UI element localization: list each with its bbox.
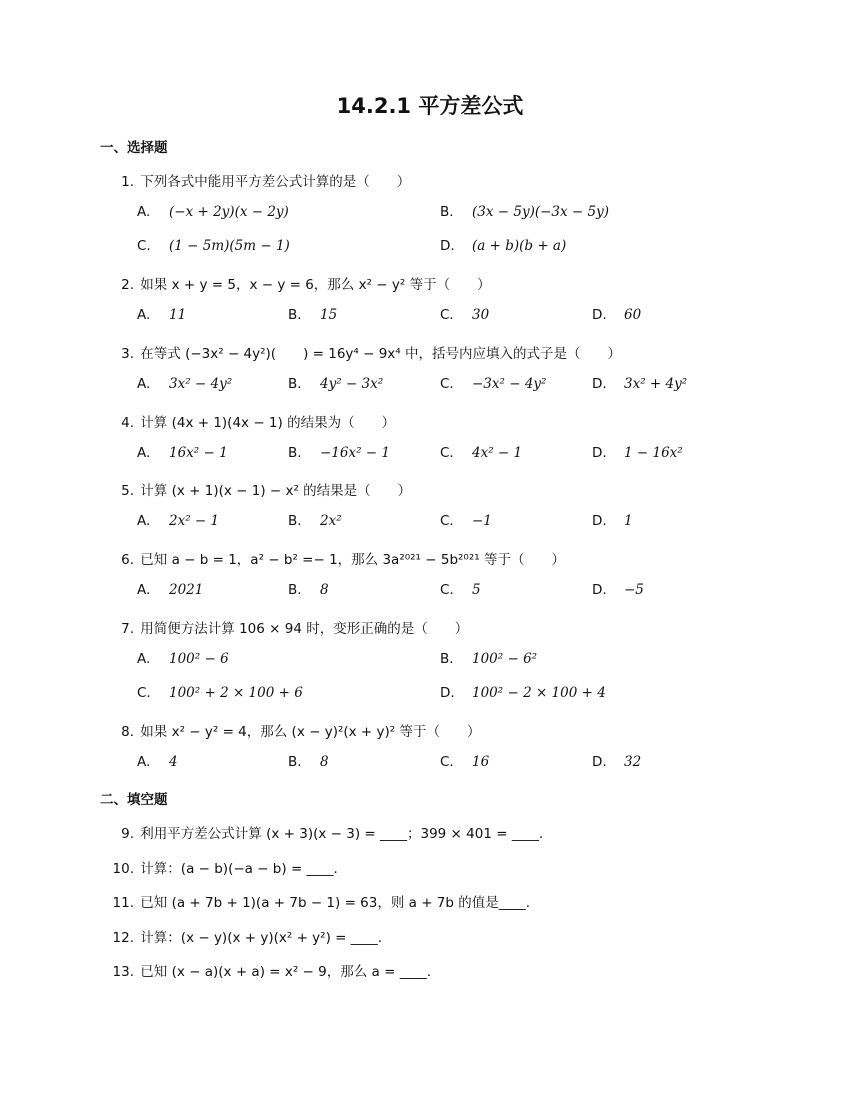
option-value: 8	[320, 754, 329, 770]
question-number: 12.	[112, 930, 134, 946]
question-text: 在等式 (−3x² − 4y²)( ) = 16y⁴ − 9x⁴ 中，括号内应填入的式子是（ ）	[140, 346, 621, 362]
question-number: 13.	[112, 964, 134, 980]
option-d	[592, 376, 687, 392]
option-b	[440, 204, 609, 220]
option-value: 4x² − 1	[472, 445, 523, 461]
option-label: A.	[137, 307, 151, 323]
option-c	[440, 445, 522, 461]
option-value: 2x² − 1	[169, 513, 220, 529]
question-number: 4.	[121, 415, 134, 431]
question-text: 已知 (x − a)(x + a) = x² − 9，那么 a = ____.	[140, 964, 431, 980]
option-label: C.	[440, 307, 454, 323]
option-label: A.	[137, 204, 151, 220]
option-d	[592, 513, 633, 529]
option-b	[440, 651, 537, 667]
option-label: B.	[288, 754, 302, 770]
option-c	[440, 582, 481, 598]
option-label: D.	[592, 513, 607, 529]
section-heading-choice: 一、选择题	[100, 140, 168, 156]
question-7	[110, 617, 468, 637]
option-value: 16	[472, 754, 490, 770]
option-label: D.	[440, 685, 455, 701]
option-value: 60	[624, 307, 642, 323]
option-value: 30	[472, 307, 490, 323]
option-value: 1 − 16x²	[624, 445, 683, 461]
option-a	[137, 513, 219, 529]
option-label: A.	[137, 754, 151, 770]
question-number: 3.	[121, 346, 134, 362]
option-label: A.	[137, 582, 151, 598]
question-text: 如果 x² − y² = 4，那么 (x − y)²(x + y)² 等于（ ）	[140, 724, 481, 740]
option-value: −3x² − 4y²	[472, 376, 547, 392]
question-1	[110, 170, 410, 190]
option-c	[137, 685, 303, 701]
option-b	[288, 513, 342, 529]
option-label: B.	[440, 651, 454, 667]
option-value: 32	[624, 754, 642, 770]
question-text: 计算：(a − b)(−a − b) = ____.	[140, 861, 338, 877]
option-b	[288, 754, 329, 770]
option-value: (1 − 5m)(5m − 1)	[169, 238, 290, 254]
option-value: (−x + 2y)(x − 2y)	[169, 204, 289, 220]
option-value: 15	[320, 307, 338, 323]
option-label: C.	[137, 238, 151, 254]
option-value: 100² − 6	[169, 651, 229, 667]
question-number: 10.	[112, 861, 134, 877]
option-value: −5	[624, 582, 644, 598]
option-label: C.	[137, 685, 151, 701]
question-2	[110, 273, 491, 293]
option-label: B.	[288, 513, 302, 529]
option-d	[592, 582, 644, 598]
option-value: (a + b)(b + a)	[472, 238, 567, 254]
option-value: 3x² + 4y²	[624, 376, 688, 392]
question-number: 7.	[121, 621, 134, 637]
option-b	[288, 376, 383, 392]
option-label: A.	[137, 513, 151, 529]
option-label: C.	[440, 445, 454, 461]
option-label: D.	[592, 582, 607, 598]
option-value: 4y² − 3x²	[320, 376, 384, 392]
question-text: 计算 (x + 1)(x − 1) − x² 的结果是（ ）	[140, 483, 412, 499]
question-6	[110, 548, 565, 568]
question-number: 6.	[121, 552, 134, 568]
question-text: 计算：(x − y)(x + y)(x² + y²) = ____.	[140, 930, 383, 946]
option-value: 4	[169, 754, 178, 770]
question-3	[110, 342, 621, 362]
option-b	[288, 445, 390, 461]
question-10	[110, 857, 338, 877]
option-a	[137, 445, 228, 461]
option-d	[592, 307, 641, 323]
option-c	[137, 238, 290, 254]
question-text: 用简便方法计算 106 × 94 时，变形正确的是（ ）	[140, 621, 469, 637]
option-value: 5	[472, 582, 481, 598]
option-label: C.	[440, 513, 454, 529]
option-d	[440, 238, 566, 254]
option-label: B.	[440, 204, 454, 220]
question-number: 9.	[121, 826, 134, 842]
option-value: 2021	[169, 582, 204, 598]
option-value: 16x² − 1	[169, 445, 228, 461]
option-b	[288, 582, 329, 598]
option-c	[440, 513, 492, 529]
option-a	[137, 376, 232, 392]
option-label: B.	[288, 376, 302, 392]
option-value: (3x − 5y)(−3x − 5y)	[472, 204, 610, 220]
section-heading-fill: 二、填空题	[100, 792, 168, 808]
option-a	[137, 651, 229, 667]
option-value: −1	[472, 513, 492, 529]
question-9	[110, 822, 543, 842]
question-12	[110, 926, 382, 946]
option-c	[440, 754, 489, 770]
option-d	[440, 685, 606, 701]
question-text: 利用平方差公式计算 (x + 3)(x − 3) = ____；399 × 401 = ____.	[140, 826, 544, 842]
page-title: 14.2.1 平方差公式	[336, 94, 524, 118]
option-a	[137, 204, 289, 220]
option-label: A.	[137, 445, 151, 461]
option-value: 8	[320, 582, 329, 598]
option-a	[137, 754, 178, 770]
question-text: 已知 a − b = 1，a² − b² =− 1，那么 3a²⁰²¹ − 5b²⁰²¹ 等于（ ）	[140, 552, 565, 568]
question-number: 11.	[112, 895, 134, 911]
option-label: C.	[440, 582, 454, 598]
option-b	[288, 307, 337, 323]
option-value: 100² − 6²	[472, 651, 538, 667]
option-label: B.	[288, 307, 302, 323]
option-a	[137, 582, 203, 598]
option-label: C.	[440, 376, 454, 392]
question-text: 如果 x + y = 5，x − y = 6，那么 x² − y² 等于（ ）	[140, 277, 491, 293]
option-value: 2x²	[320, 513, 342, 529]
question-number: 5.	[121, 483, 134, 499]
option-label: D.	[592, 307, 607, 323]
option-label: A.	[137, 376, 151, 392]
question-5	[110, 479, 411, 499]
option-label: C.	[440, 754, 454, 770]
question-number: 2.	[121, 277, 134, 293]
question-number: 1.	[121, 174, 134, 190]
option-d	[592, 445, 683, 461]
option-label: D.	[592, 445, 607, 461]
option-value: 11	[169, 307, 187, 323]
option-value: 100² + 2 × 100 + 6	[169, 685, 303, 701]
option-label: D.	[440, 238, 455, 254]
option-a	[137, 307, 186, 323]
option-c	[440, 307, 489, 323]
question-number: 8.	[121, 724, 134, 740]
option-label: D.	[592, 754, 607, 770]
option-value: 3x² − 4y²	[169, 376, 233, 392]
option-c	[440, 376, 546, 392]
question-11	[110, 891, 530, 911]
option-d	[592, 754, 641, 770]
question-4	[110, 411, 395, 431]
option-label: A.	[137, 651, 151, 667]
question-13	[110, 960, 431, 980]
option-label: B.	[288, 582, 302, 598]
question-text: 已知 (a + 7b + 1)(a + 7b − 1) = 63，则 a + 7b 的值是____.	[140, 895, 531, 911]
option-value: −16x² − 1	[320, 445, 390, 461]
option-label: D.	[592, 376, 607, 392]
question-text: 计算 (4x + 1)(4x − 1) 的结果为（ ）	[140, 415, 396, 431]
option-value: 1	[624, 513, 633, 529]
option-value: 100² − 2 × 100 + 4	[472, 685, 606, 701]
option-label: B.	[288, 445, 302, 461]
question-8	[110, 720, 481, 740]
question-text: 下列各式中能用平方差公式计算的是（ ）	[140, 174, 411, 190]
